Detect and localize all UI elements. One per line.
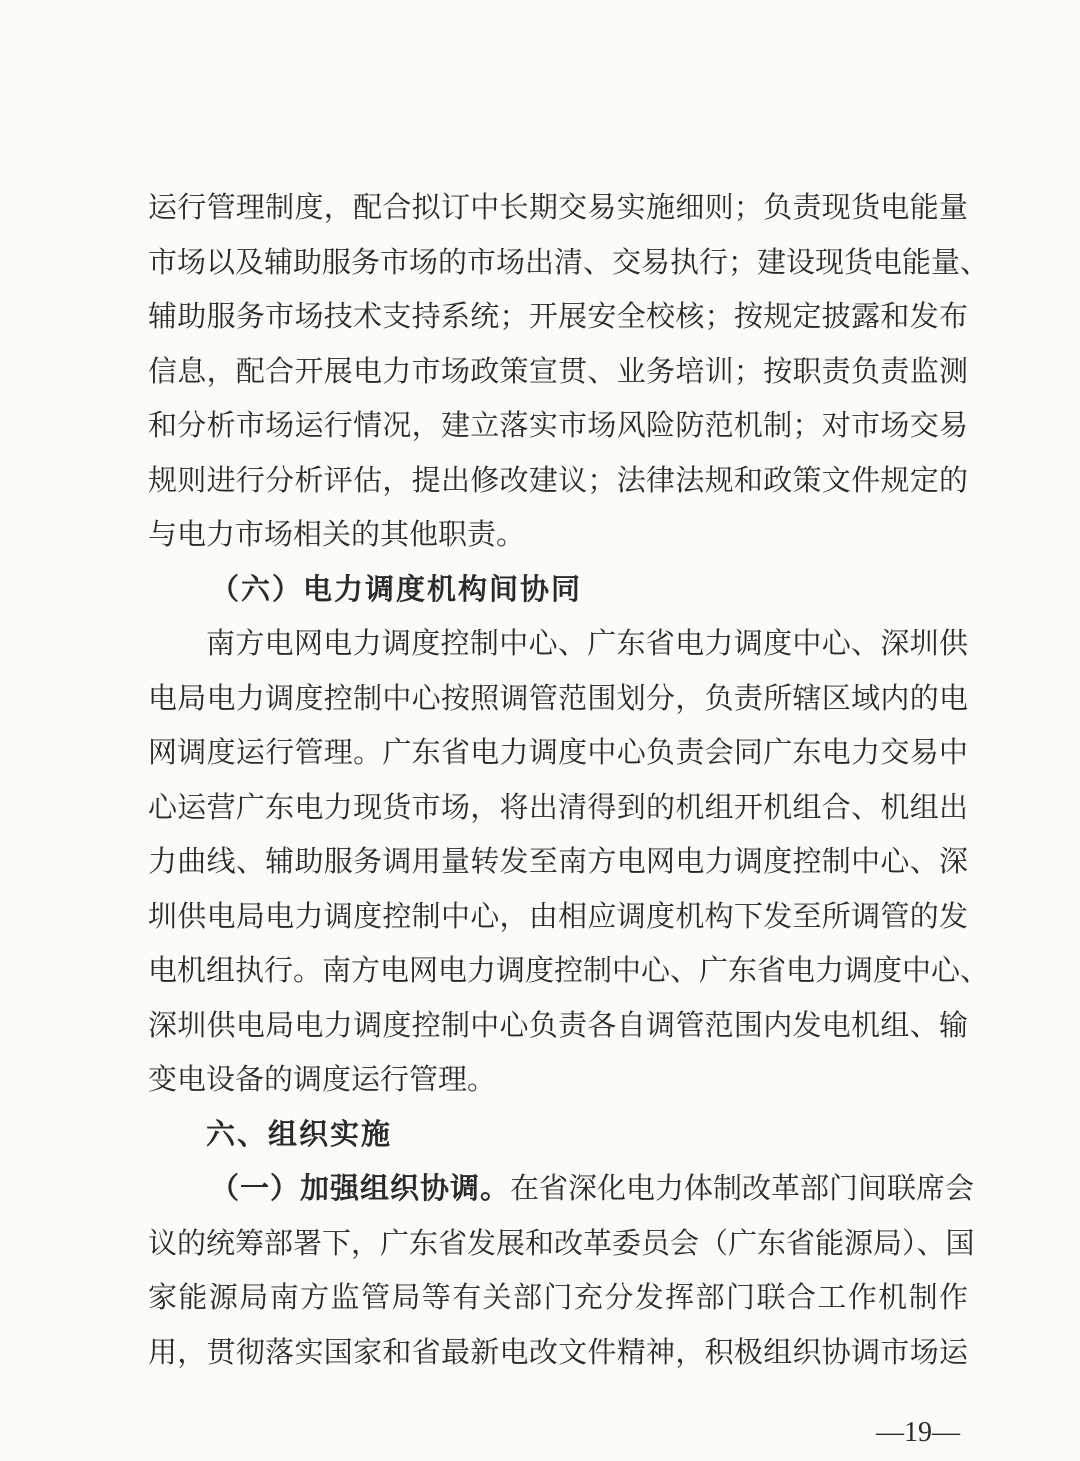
text-line: 变电设备的调度运行管理。 [148,1062,497,1096]
text-line [148,1161,975,1216]
subheading-organization: （一）加强组织协调。 [210,1171,511,1205]
text-line: 深圳供电局电力调度控制中心负责各自调管范围内发电机组、输 [148,1007,968,1042]
text-line: 信息，配合开展电力市场政策宣贯、业务培训；按职责负责监测 [148,353,968,388]
text-line: 议的统筹部署下，广东省发展和改革委员会（广东省能源局）、国 [148,1225,975,1260]
text-line: 家能源局南方监管局等有关部门充分发挥部门联合工作机制作 [148,1280,968,1314]
section-heading-implementation: 六、组织实施 [206,1116,393,1151]
text-line: 和分析市场运行情况，建立落实市场风险防范机制；对市场交易 [148,408,968,442]
text-line: 运行管理制度，配合拟订中长期交易实施细则；负责现货电能量 [148,190,968,224]
text-line: 用，贯彻落实国家和省最新电改文件精神，积极组织协调市场运 [148,1334,968,1369]
text-line: 圳供电局电力调度控制中心，由相应调度机构下发至所调管的发 [148,898,968,933]
text-line: 市场以及辅助服务市场的市场出清、交易执行；建设现货电能量、 [148,244,990,279]
text-line: 力曲线、辅助服务调用量转发至南方电网电力调度控制中心、深 [148,844,968,878]
text-line: 与电力市场相关的其他职责。 [148,517,526,551]
text-line: 心运营广东电力现货市场，将出清得到的机组开机组合、机组出 [148,789,968,824]
text-line: 网调度运行管理。广东省电力调度中心负责会同广东电力交易中 [148,735,968,769]
text-fragment: 在省深化电力体制改革部门间联席会 [510,1171,975,1205]
body-text [148,180,990,1379]
subheading-dispatch-coordination: （六）电力调度机构间协同 [210,571,583,606]
text-line: 电机组执行。南方电网电力调度控制中心、广东省电力调度中心、 [148,953,990,987]
page-number: —19— [876,1417,960,1448]
text-line: 规则进行分析评估，提出修改建议；法律法规和政策文件规定的 [148,462,968,497]
text-line: 电局电力调度控制中心按照调管范围划分，负责所辖区域内的电 [148,680,968,715]
text-line: 南方电网电力调度控制中心、广东省电力调度中心、深圳供 [206,626,968,660]
text-line: 辅助服务市场技术支持系统；开展安全校核；按规定披露和发布 [148,299,968,333]
